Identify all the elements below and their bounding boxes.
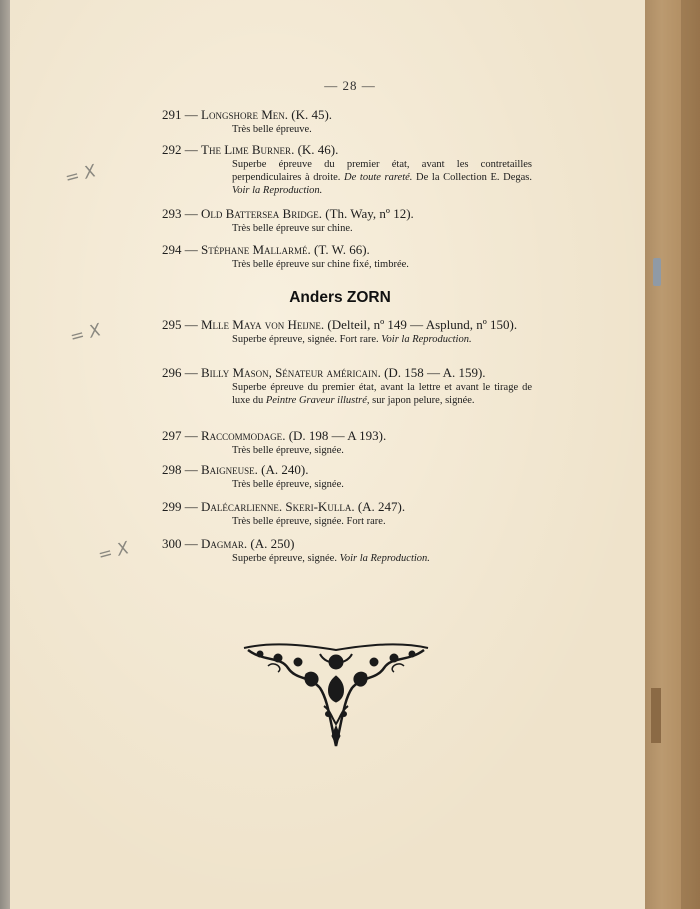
entry-title: Dalécarlienne. Skeri-Kulla [201,499,352,514]
description-text: sur japon pelure, signée. [369,395,475,406]
entry-heading [162,364,532,381]
entry-reference: . (K. 45). [284,107,333,122]
entry-number: 299 [162,499,182,514]
pencil-mark: = X [62,161,99,189]
description-text: Superbe épreuve du premier état, avant les contretailles perpendiculaires à droite. [232,159,532,183]
entry-description [232,444,532,457]
entry-description [232,552,532,565]
description-text: Superbe épreuve du premier état, avant la lettre et avant le tirage de luxe du [232,382,532,406]
entry-separator: — [181,365,201,380]
page-number: — 28 — [324,78,376,93]
entry-description [232,333,532,346]
entry-reference: . (A. 240). [254,462,309,477]
description-text: Superbe épreuve, signée. Fort rare. [232,334,382,345]
catalogue-entry [162,498,532,528]
entry-reference: . (Th. Way, nº 12). [318,206,414,221]
entry-reference: . (D. 158 — A. 159). [377,365,486,380]
entry-title: The Lime Burner [201,142,292,157]
description-text: Voir la Reproduction. [339,553,430,564]
entry-separator: — [181,536,201,551]
entry-heading [162,498,532,515]
catalogue-entry [162,364,532,407]
entry-number: 298 [162,462,182,477]
section-title: Anders ZORN [289,289,391,306]
entry-number: 300 [162,536,182,551]
description-text: Très belle épreuve, signée. [232,445,344,456]
entry-title: Old Battersea Bridge [201,206,319,221]
catalogue-entry [162,141,532,197]
entry-title: Dagmar [201,536,244,551]
entry-title: Mlle Maya von Heijne [201,317,321,332]
entry-number: 297 [162,428,182,443]
description-text: De toute rareté. [344,172,413,183]
entry-description [232,515,532,528]
binding-tab [653,258,661,286]
right-binding-edge [645,0,700,909]
entry-description [232,123,532,136]
entry-number: 291 [162,107,182,122]
ornamental-vignette [240,640,432,752]
entry-heading [162,535,532,552]
entry-number: 295 [162,317,182,332]
entry-separator: — [181,428,201,443]
description-text: Très belle épreuve, signée. [232,479,344,490]
binding-shadow [681,0,700,909]
description-text: Voir la Reproduction. [232,185,323,196]
entry-reference: . (T. W. 66). [307,242,370,257]
entry-number: 293 [162,206,182,221]
catalogue-entry [162,241,532,271]
pencil-mark: = X [67,320,104,348]
entry-heading [162,205,532,222]
binding-tab [651,688,661,743]
catalogue-entry [162,106,532,136]
entry-title: Stéphane Mallarmé [201,242,308,257]
entry-number: 292 [162,142,182,157]
entry-number: 296 [162,365,182,380]
catalogue-entry [162,427,532,457]
catalogue-entry [162,461,532,491]
entry-heading [162,427,532,444]
entry-title: Baigneuse [201,462,255,477]
pencil-mark: = X [95,538,132,566]
entry-reference: . (Delteil, nº 149 — Asplund, nº 150). [320,317,518,332]
entry-separator: — [181,499,201,514]
entry-description [232,478,532,491]
description-text: Superbe épreuve, signée. [232,553,340,564]
entry-separator: — [181,462,201,477]
entry-separator: — [181,242,201,257]
entry-separator: — [181,206,201,221]
catalogue-entry [162,535,532,565]
entry-separator: — [181,142,201,157]
entry-reference: . (D. 198 — A 193). [282,428,387,443]
description-text: Très belle épreuve. [232,124,312,135]
entry-description [232,158,532,197]
entry-heading [162,316,532,333]
entry-title: Billy Mason, Sénateur américain [201,365,378,380]
entry-separator: — [181,317,201,332]
entry-heading [162,106,532,123]
catalogue-entry [162,316,532,346]
catalogue-entry [162,205,532,235]
entry-description [232,258,532,271]
entry-description [232,381,532,407]
entry-heading [162,461,532,478]
entry-reference: . (A. 247). [351,499,406,514]
entry-separator: — [181,107,201,122]
entry-number: 294 [162,242,182,257]
entry-heading [162,141,532,158]
description-text: Très belle épreuve, signée. Fort rare. [232,516,386,527]
entry-title: Raccommodage [201,428,283,443]
entry-description [232,222,532,235]
description-text: De la Collection E. Degas. [412,172,532,183]
entry-title: Longshore Men [201,107,285,122]
description-text: Voir la Reproduction. [381,334,472,345]
description-text: Très belle épreuve sur chine. [232,223,353,234]
entry-reference: . (A. 250) [243,536,295,551]
entry-reference: . (K. 46). [291,142,339,157]
description-text: Peintre Graveur illustré, [265,395,370,406]
entry-heading [162,241,532,258]
description-text: Très belle épreuve sur chine fixé, timbrée. [232,259,409,270]
